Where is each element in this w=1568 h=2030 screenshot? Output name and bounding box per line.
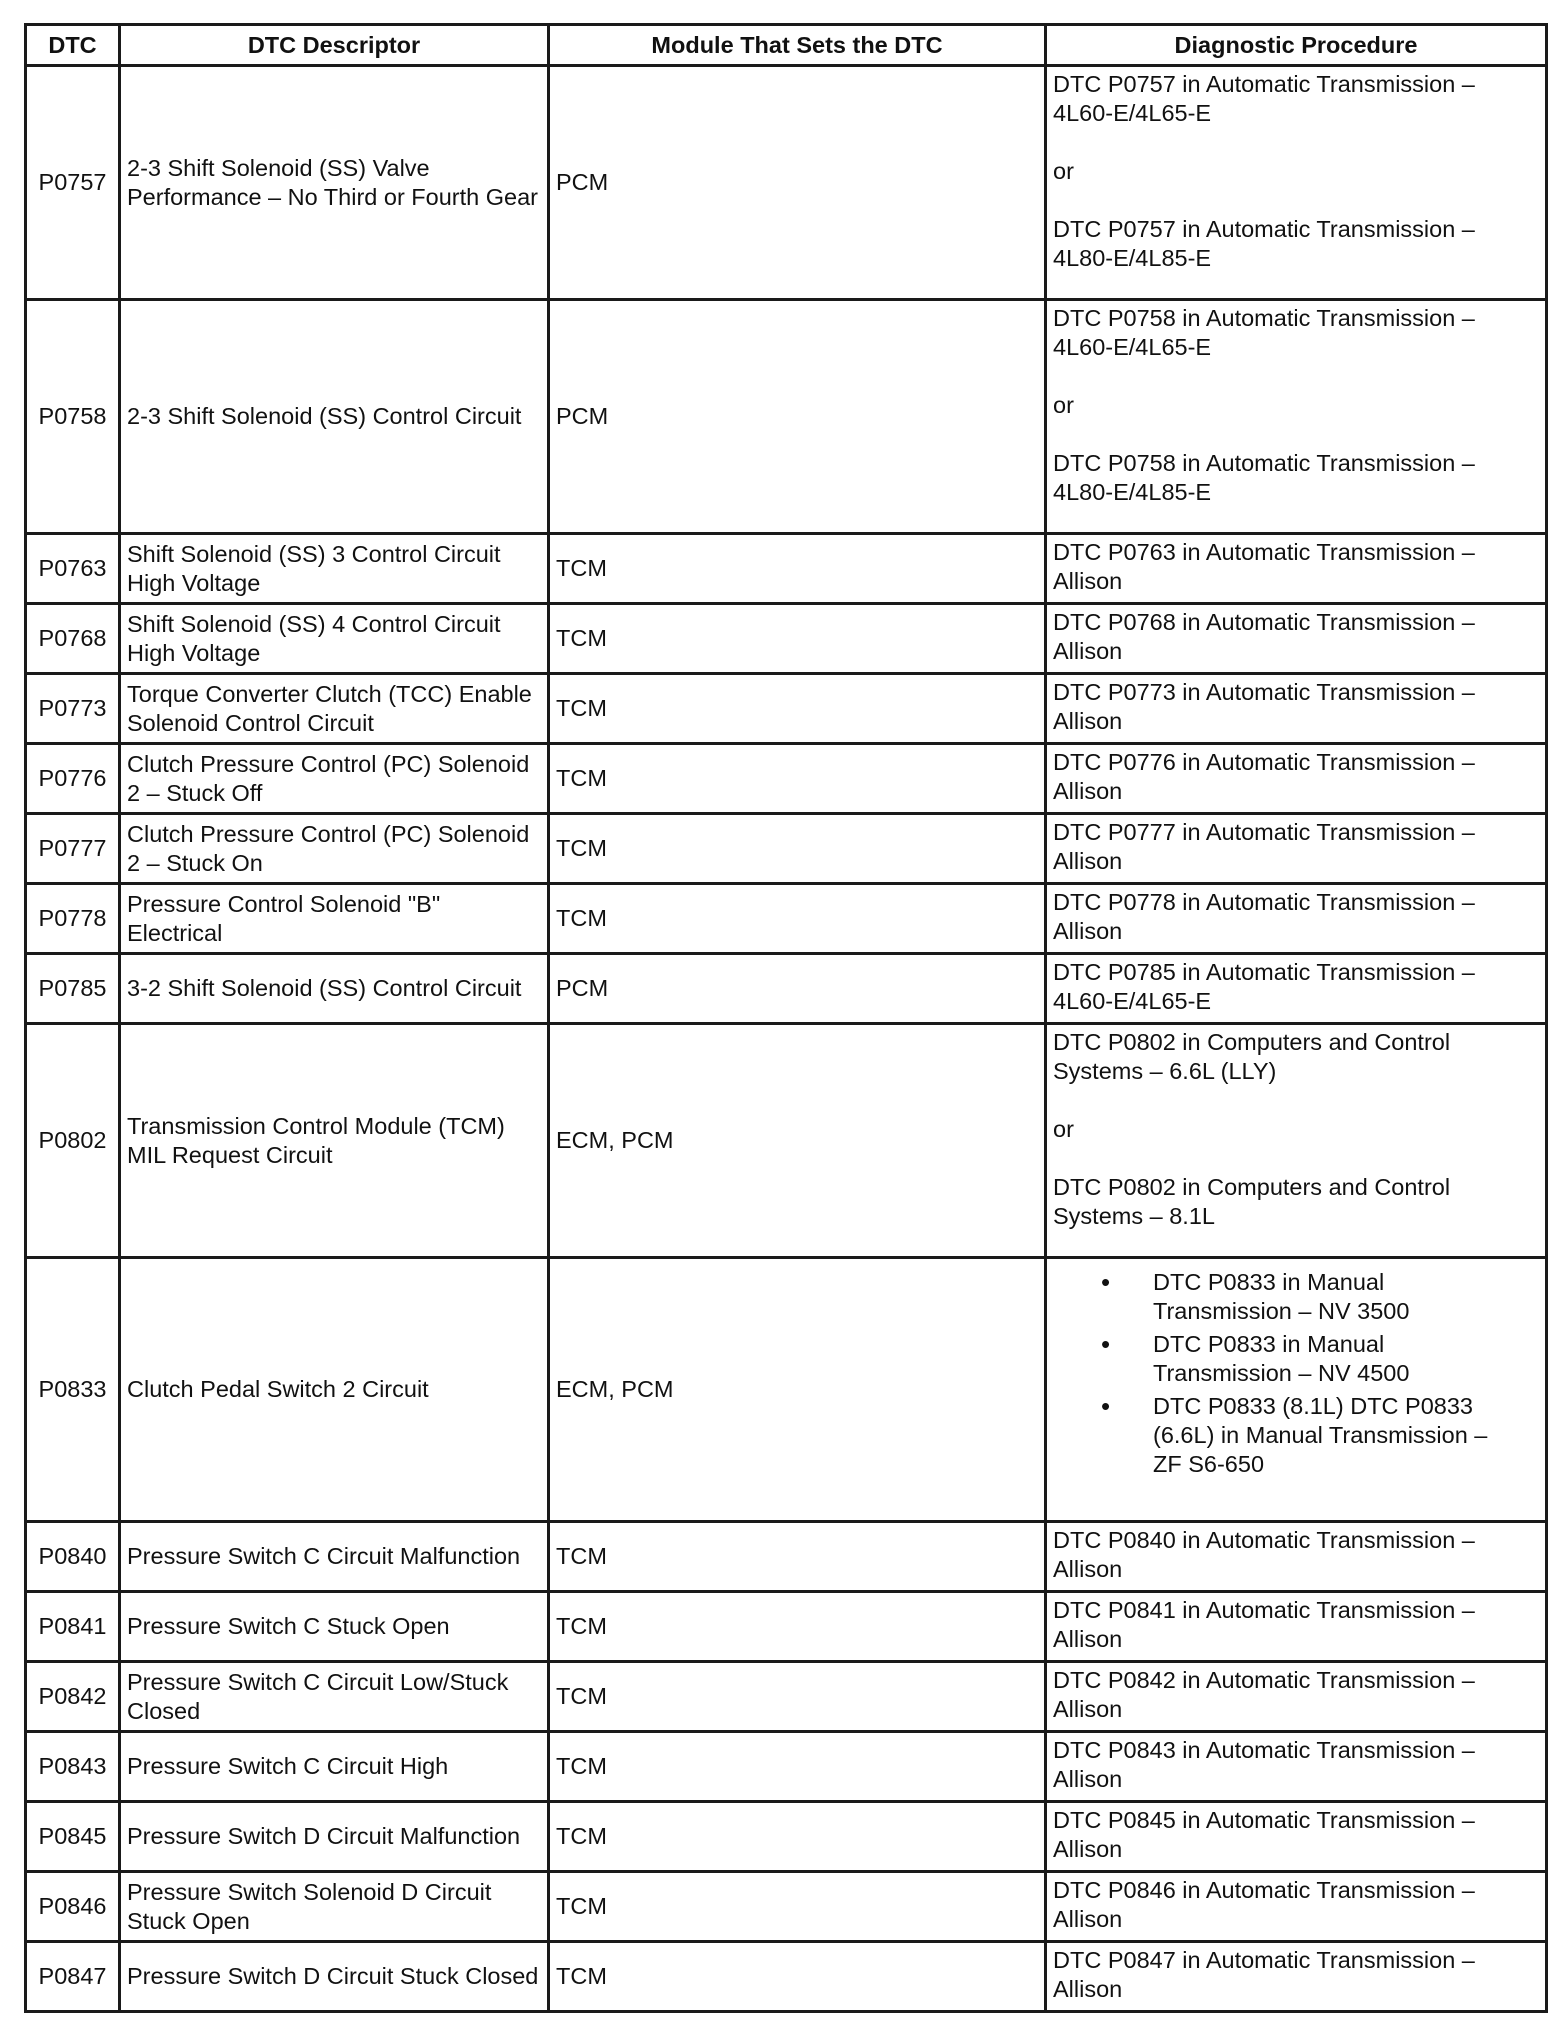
diagnostic-procedure — [1046, 534, 1547, 604]
procedure-link[interactable]: DTC P0758 in Automatic Transmission – 4L60-E/4L65-E — [1053, 305, 1475, 360]
procedure-link[interactable]: DTC P0785 in Automatic Transmission – 4L60-E/4L65-E — [1053, 959, 1475, 1014]
procedure-link[interactable]: DTC P0842 in Automatic Transmission – Allison — [1053, 1667, 1475, 1722]
diagnostic-procedure — [1046, 1522, 1547, 1592]
dtc-code: P0833 — [26, 1258, 120, 1522]
table-row — [26, 1802, 1547, 1872]
diagnostic-procedure — [1046, 1662, 1547, 1732]
dtc-code: P0773 — [26, 674, 120, 744]
dtc-table-container — [24, 23, 1545, 2013]
diagnostic-procedure — [1046, 1872, 1547, 1942]
table-row — [26, 1872, 1547, 1942]
header-procedure: Diagnostic Procedure — [1046, 25, 1547, 66]
diagnostic-procedure — [1046, 884, 1547, 954]
diagnostic-procedure — [1046, 1942, 1547, 2012]
dtc-code: P0847 — [26, 1942, 120, 2012]
procedure-link[interactable]: DTC P0776 in Automatic Transmission – Allison — [1053, 749, 1475, 804]
table-row — [26, 674, 1547, 744]
dtc-code: P0802 — [26, 1024, 120, 1258]
dtc-code: P0845 — [26, 1802, 120, 1872]
diagnostic-procedure — [1046, 604, 1547, 674]
table-row — [26, 66, 1547, 300]
diagnostic-procedure — [1046, 954, 1547, 1024]
procedure-link[interactable]: DTC P0840 in Automatic Transmission – Allison — [1053, 1527, 1475, 1582]
table-row — [26, 744, 1547, 814]
dtc-module: PCM — [549, 954, 1046, 1024]
diagnostic-procedure — [1046, 300, 1547, 534]
dtc-descriptor: Pressure Switch Solenoid D Circuit Stuck Open — [120, 1872, 549, 1942]
table-row — [26, 1592, 1547, 1662]
dtc-module: TCM — [549, 1942, 1046, 2012]
procedure-link[interactable]: • DTC P0833 in Manual Transmission – NV 4500 — [1153, 1330, 1539, 1388]
dtc-module: TCM — [549, 1732, 1046, 1802]
dtc-module: TCM — [549, 814, 1046, 884]
dtc-descriptor: Shift Solenoid (SS) 3 Control Circuit High Voltage — [120, 534, 549, 604]
procedure-link[interactable]: DTC P0758 in Automatic Transmission – 4L80-E/4L85-E — [1053, 450, 1475, 505]
diagnostic-procedure — [1046, 674, 1547, 744]
dtc-code: P0763 — [26, 534, 120, 604]
dtc-code: P0776 — [26, 744, 120, 814]
dtc-descriptor: Clutch Pedal Switch 2 Circuit — [120, 1258, 549, 1522]
procedure-link[interactable]: DTC P0845 in Automatic Transmission – Allison — [1053, 1807, 1475, 1862]
table-row — [26, 1662, 1547, 1732]
dtc-module: TCM — [549, 534, 1046, 604]
dtc-module: TCM — [549, 1802, 1046, 1872]
procedure-link[interactable]: DTC P0843 in Automatic Transmission – Allison — [1053, 1737, 1475, 1792]
diagnostic-procedure — [1046, 814, 1547, 884]
procedure-link[interactable]: DTC P0777 in Automatic Transmission – Allison — [1053, 819, 1475, 874]
dtc-module: TCM — [549, 744, 1046, 814]
dtc-descriptor: Clutch Pressure Control (PC) Solenoid 2 – Stuck Off — [120, 744, 549, 814]
table-row — [26, 1732, 1547, 1802]
dtc-descriptor: Pressure Switch D Circuit Malfunction — [120, 1802, 549, 1872]
procedure-link[interactable]: • DTC P0833 in Manual Transmission – NV 3500 — [1153, 1268, 1539, 1326]
header-dtc: DTC — [26, 25, 120, 66]
dtc-descriptor: Pressure Switch C Circuit Malfunction — [120, 1522, 549, 1592]
dtc-code: P0841 — [26, 1592, 120, 1662]
dtc-module: ECM, PCM — [549, 1024, 1046, 1258]
procedure-link[interactable]: DTC P0773 in Automatic Transmission – Allison — [1053, 679, 1475, 734]
dtc-code: P0785 — [26, 954, 120, 1024]
procedure-link[interactable]: DTC P0757 in Automatic Transmission – 4L60-E/4L65-E — [1053, 71, 1475, 126]
dtc-descriptor: Pressure Switch C Stuck Open — [120, 1592, 549, 1662]
table-header-row — [26, 25, 1547, 66]
table-row — [26, 300, 1547, 534]
procedure-bullet-list — [1053, 1268, 1539, 1479]
dtc-descriptor: Pressure Switch C Circuit High — [120, 1732, 549, 1802]
dtc-module: ECM, PCM — [549, 1258, 1046, 1522]
dtc-module: TCM — [549, 1662, 1046, 1732]
dtc-module: PCM — [549, 66, 1046, 300]
procedure-or: or — [1053, 392, 1074, 418]
dtc-descriptor: 3-2 Shift Solenoid (SS) Control Circuit — [120, 954, 549, 1024]
dtc-module: TCM — [549, 1872, 1046, 1942]
table-row — [26, 1942, 1547, 2012]
dtc-descriptor: Clutch Pressure Control (PC) Solenoid 2 – Stuck On — [120, 814, 549, 884]
table-row — [26, 1258, 1547, 1522]
diagnostic-procedure — [1046, 1592, 1547, 1662]
dtc-module: TCM — [549, 1592, 1046, 1662]
dtc-descriptor: Pressure Switch D Circuit Stuck Closed — [120, 1942, 549, 2012]
procedure-link[interactable]: DTC P0757 in Automatic Transmission – 4L80-E/4L85-E — [1053, 216, 1475, 271]
dtc-code: P0768 — [26, 604, 120, 674]
dtc-descriptor: Transmission Control Module (TCM) MIL Request Circuit — [120, 1024, 549, 1258]
diagnostic-procedure — [1046, 1732, 1547, 1802]
table-row — [26, 604, 1547, 674]
header-module: Module That Sets the DTC — [549, 25, 1046, 66]
dtc-code: P0757 — [26, 66, 120, 300]
table-row — [26, 954, 1547, 1024]
procedure-or: or — [1053, 1116, 1074, 1142]
diagnostic-procedure — [1046, 66, 1547, 300]
header-descriptor: DTC Descriptor — [120, 25, 549, 66]
dtc-code: P0843 — [26, 1732, 120, 1802]
procedure-link[interactable]: DTC P0841 in Automatic Transmission – Allison — [1053, 1597, 1475, 1652]
dtc-module: TCM — [549, 674, 1046, 744]
dtc-code: P0758 — [26, 300, 120, 534]
procedure-link[interactable]: DTC P0847 in Automatic Transmission – Allison — [1053, 1947, 1475, 2002]
dtc-descriptor: Torque Converter Clutch (TCC) Enable Solenoid Control Circuit — [120, 674, 549, 744]
diagnostic-procedure — [1046, 1258, 1547, 1522]
procedure-or: or — [1053, 158, 1074, 184]
diagnostic-procedure — [1046, 744, 1547, 814]
dtc-module: TCM — [549, 884, 1046, 954]
procedure-link[interactable]: DTC P0763 in Automatic Transmission – Allison — [1053, 539, 1475, 594]
diagnostic-procedure — [1046, 1802, 1547, 1872]
diagnostic-procedure — [1046, 1024, 1547, 1258]
dtc-module: TCM — [549, 604, 1046, 674]
dtc-code: P0846 — [26, 1872, 120, 1942]
procedure-link[interactable]: DTC P0802 in Computers and Control Systems – 6.6L (LLY) — [1053, 1029, 1451, 1084]
procedure-link[interactable]: DTC P0768 in Automatic Transmission – Allison — [1053, 609, 1475, 664]
dtc-code: P0840 — [26, 1522, 120, 1592]
dtc-descriptor: 2-3 Shift Solenoid (SS) Control Circuit — [120, 300, 549, 534]
dtc-descriptor: Shift Solenoid (SS) 4 Control Circuit High Voltage — [120, 604, 549, 674]
dtc-code: P0842 — [26, 1662, 120, 1732]
procedure-link[interactable]: • DTC P0833 (8.1L) DTC P0833 (6.6L) in Manual Transmission – ZF S6-650 — [1153, 1392, 1539, 1479]
procedure-link[interactable]: DTC P0846 in Automatic Transmission – Allison — [1053, 1877, 1475, 1932]
dtc-table — [24, 23, 1548, 2013]
procedure-link[interactable]: DTC P0778 in Automatic Transmission – Allison — [1053, 889, 1475, 944]
table-row — [26, 884, 1547, 954]
dtc-module: TCM — [549, 1522, 1046, 1592]
dtc-code: P0778 — [26, 884, 120, 954]
procedure-link[interactable]: DTC P0802 in Computers and Control Systems – 8.1L — [1053, 1174, 1451, 1229]
table-row — [26, 814, 1547, 884]
dtc-descriptor: Pressure Control Solenoid "B" Electrical — [120, 884, 549, 954]
table-row — [26, 1024, 1547, 1258]
dtc-code: P0777 — [26, 814, 120, 884]
table-row — [26, 1522, 1547, 1592]
dtc-module: PCM — [549, 300, 1046, 534]
table-row — [26, 534, 1547, 604]
dtc-descriptor: Pressure Switch C Circuit Low/Stuck Closed — [120, 1662, 549, 1732]
dtc-descriptor: 2-3 Shift Solenoid (SS) Valve Performance – No Third or Fourth Gear — [120, 66, 549, 300]
